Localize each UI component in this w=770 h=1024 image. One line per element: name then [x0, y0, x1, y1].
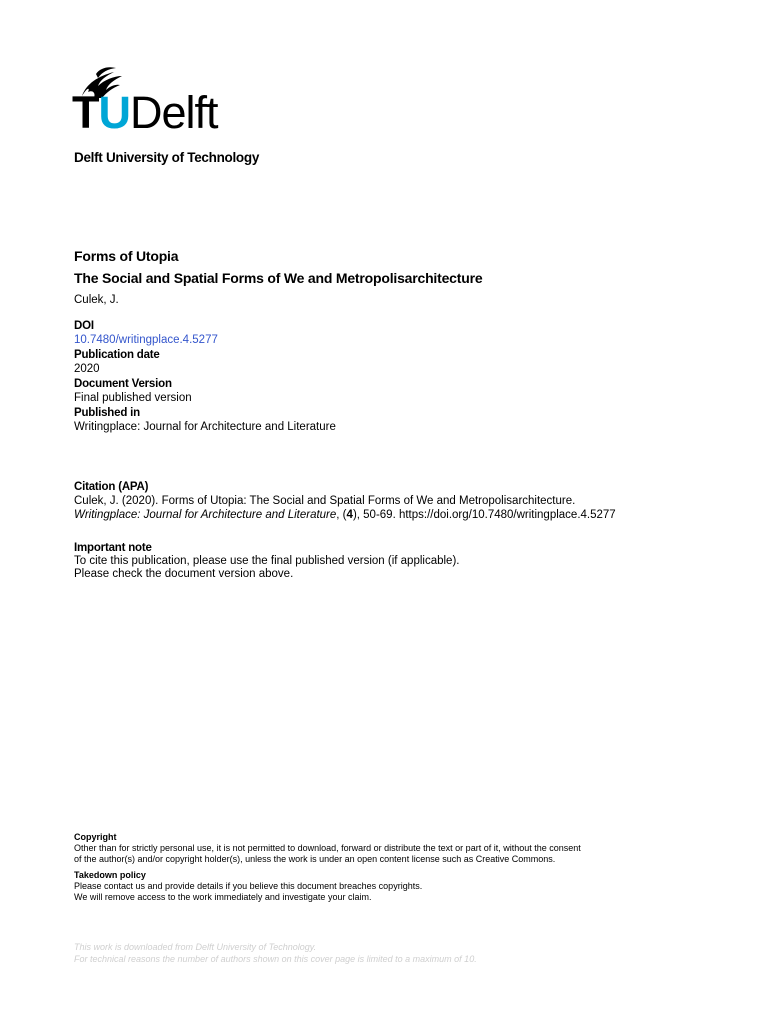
author: Culek, J.: [74, 294, 119, 306]
doi-label: DOI: [74, 320, 94, 332]
footer-line-2: For technical reasons the number of authors shown on this cover page is limited to a maximum of 10.: [74, 953, 477, 964]
metadata-block: [74, 319, 674, 435]
logo-letter-t: T: [72, 87, 99, 138]
citation-block: [74, 480, 734, 522]
document-version-value: Final published version: [74, 392, 192, 404]
important-note-block: [74, 541, 734, 581]
document-subtitle: The Social and Spatial Forms of We and Metropolisarchitecture: [74, 270, 483, 286]
document-title: Forms of Utopia: [74, 248, 179, 264]
publication-date-label: Publication date: [74, 349, 160, 361]
copyright-label: Copyright: [74, 832, 117, 842]
doi-link[interactable]: 10.7480/writingplace.4.5277: [74, 334, 218, 346]
takedown-label: Takedown policy: [74, 870, 146, 880]
footer-line-1: This work is downloaded from Delft University of Technology.: [74, 942, 317, 952]
citation-sep: , (: [336, 509, 347, 521]
takedown-line-2: We will remove access to the work immediately and investigate your claim.: [74, 891, 372, 902]
citation-rest: ), 50-69. https://doi.org/10.7480/writingplace.4.5277: [352, 509, 616, 521]
footer-note: [74, 942, 734, 965]
important-note-line-2: Please check the document version above.: [74, 568, 294, 580]
published-in-label: Published in: [74, 407, 140, 419]
legal-block: [74, 832, 734, 902]
publication-date-value: 2020: [74, 363, 100, 375]
citation-line-2: [74, 508, 734, 522]
document-version-label: Document Version: [74, 378, 172, 390]
tudelft-logo: [72, 66, 262, 140]
logo-wordmark: [72, 88, 218, 138]
logo-letter-u: U: [98, 87, 130, 138]
institution-name: Delft University of Technology: [74, 150, 260, 165]
citation-journal: Writingplace: Journal for Architecture and Literature: [74, 509, 337, 521]
important-note-label: Important note: [74, 542, 152, 554]
citation-line-1: Culek, J. (2020). Forms of Utopia: The Social and Spatial Forms of We and Metropolisarchitecture.: [74, 495, 576, 507]
citation-issue: 4: [346, 509, 353, 521]
copyright-line-1: Other than for strictly personal use, it is not permitted to download, forward or distribute the text or part of it, without the consent: [74, 843, 581, 853]
copyright-line-2: of the author(s) and/or copyright holder(s), unless the work is under an open content license such as Creative Commons.: [74, 853, 556, 864]
published-in-value: Writingplace: Journal for Architecture and Literature: [74, 421, 336, 433]
important-note-line-1: To cite this publication, please use the final published version (if applicable).: [74, 555, 460, 567]
citation-label: Citation (APA): [74, 481, 149, 493]
logo-word-delft: Delft: [130, 87, 218, 138]
takedown-line-1: Please contact us and provide details if you believe this document breaches copyrights.: [74, 881, 423, 891]
